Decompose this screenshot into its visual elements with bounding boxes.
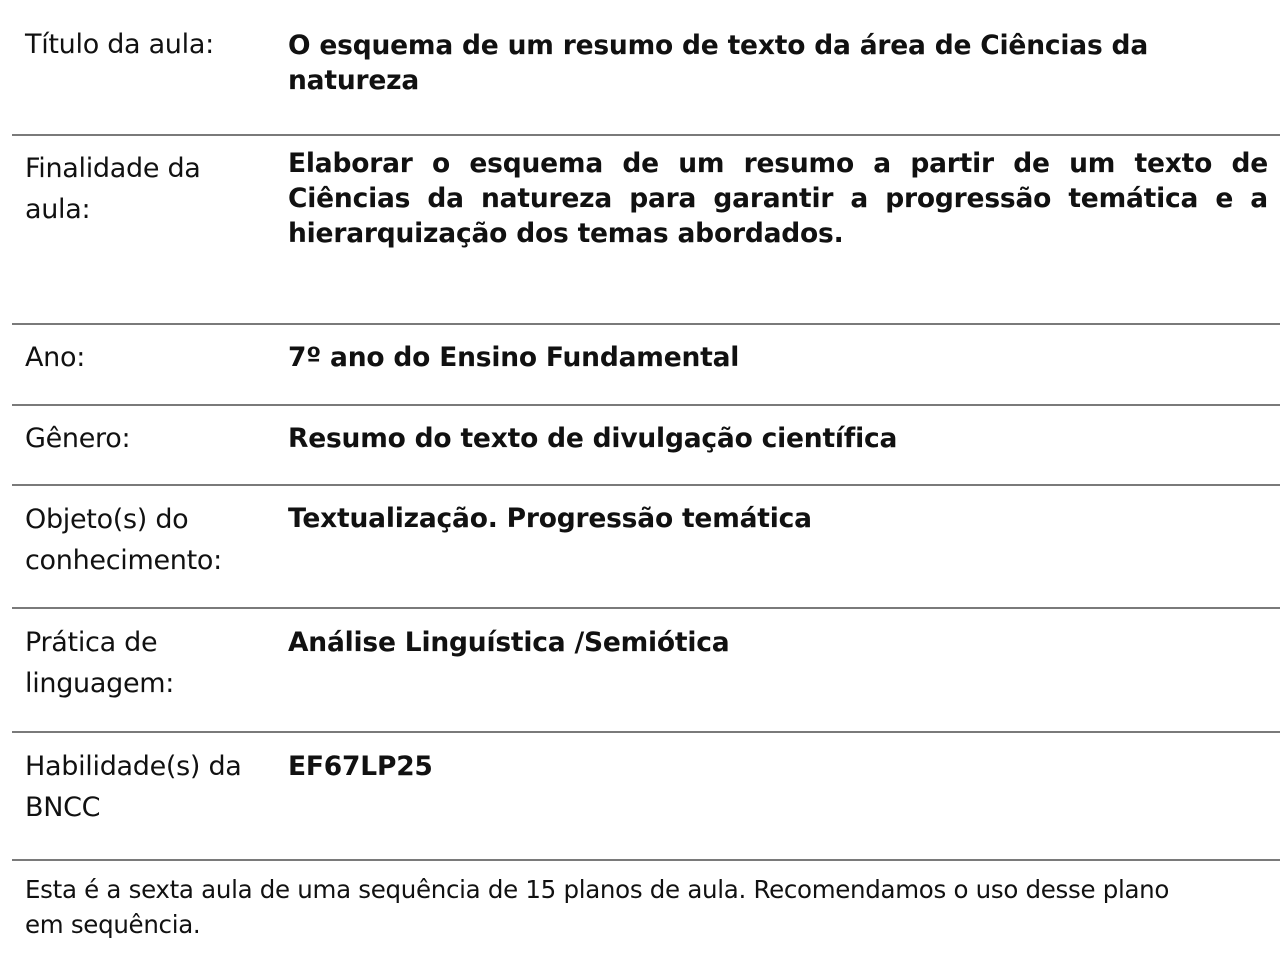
titulo-value: O esquema de um resumo de texto da área de Ciências da natureza — [288, 30, 1148, 96]
pratica-value: Análise Linguística /Semiótica — [288, 627, 730, 658]
genero-label: Gênero: — [25, 423, 131, 454]
finalidade-label: Finalidade da aula: — [25, 153, 201, 225]
finalidade-value: Elaborar o esquema de um resumo a partir de um texto de Ciências da natureza para garantir a progressão temática e a hierarquização dos temas abordados. — [288, 148, 1268, 249]
pratica-label: Prática de linguagem: — [25, 627, 175, 699]
divider — [12, 484, 1280, 486]
objeto-label: Objeto(s) do conhecimento: — [25, 504, 222, 576]
genero-value: Resumo do texto de divulgação científica — [288, 423, 898, 454]
divider — [12, 134, 1280, 136]
habilidade-label: Habilidade(s) da BNCC — [25, 751, 242, 823]
divider — [12, 731, 1280, 733]
objeto-value: Textualização. Progressão temática — [288, 503, 812, 534]
habilidade-value: EF67LP25 — [288, 751, 433, 782]
divider — [12, 404, 1280, 406]
sequence-note: Esta é a sexta aula de uma sequência de 15 planos de aula. Recomendamos o uso desse plano em sequência. — [25, 875, 1170, 939]
divider — [12, 323, 1280, 325]
divider — [12, 859, 1280, 861]
ano-label: Ano: — [25, 342, 85, 373]
divider — [12, 607, 1280, 609]
titulo-label: Título da aula: — [25, 29, 214, 60]
ano-value: 7º ano do Ensino Fundamental — [288, 342, 740, 373]
